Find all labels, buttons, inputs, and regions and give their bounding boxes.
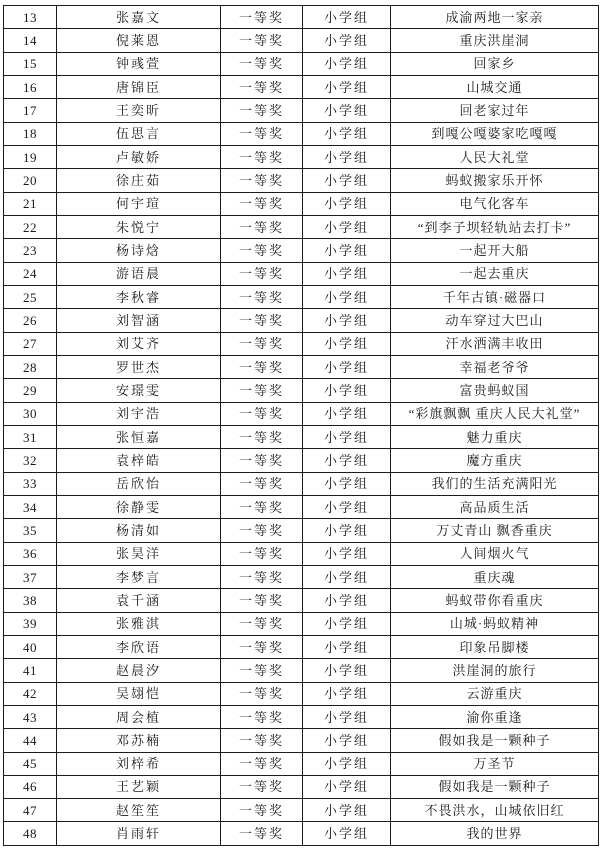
award-cell: 一等奖: [221, 99, 303, 122]
table-row: [4, 379, 599, 402]
name-cell: 钟彧萱: [57, 52, 221, 75]
group-cell: 小学组: [303, 542, 391, 565]
table-row: [4, 682, 599, 705]
award-cell: 一等奖: [221, 215, 303, 238]
name-cell: 张恒嘉: [57, 425, 221, 448]
name-cell: 刘艾齐: [57, 332, 221, 355]
title-cell: 人民大礼堂: [391, 145, 599, 168]
group-cell: 小学组: [303, 752, 391, 775]
award-cell: 一等奖: [221, 239, 303, 262]
row-number-cell: 16: [4, 75, 57, 98]
group-cell: 小学组: [303, 635, 391, 658]
name-cell: 徐静雯: [57, 495, 221, 518]
name-cell: 张嘉文: [57, 6, 221, 29]
name-cell: 赵晨汐: [57, 659, 221, 682]
award-cell: 一等奖: [221, 29, 303, 52]
row-number-cell: 44: [4, 729, 57, 752]
group-cell: 小学组: [303, 285, 391, 308]
row-number-cell: 31: [4, 425, 57, 448]
row-number-cell: 23: [4, 239, 57, 262]
title-cell: 一起去重庆: [391, 262, 599, 285]
name-cell: 袁千涵: [57, 589, 221, 612]
group-cell: 小学组: [303, 472, 391, 495]
name-cell: 刘智涵: [57, 309, 221, 332]
title-cell: 渝你重逢: [391, 705, 599, 728]
row-number-cell: 47: [4, 799, 57, 822]
row-number-cell: 17: [4, 99, 57, 122]
group-cell: 小学组: [303, 6, 391, 29]
name-cell: 赵笙笙: [57, 799, 221, 822]
group-cell: 小学组: [303, 215, 391, 238]
title-cell: 人间烟火气: [391, 542, 599, 565]
name-cell: 罗世杰: [57, 355, 221, 378]
award-winners-table: [3, 5, 599, 846]
award-cell: 一等奖: [221, 705, 303, 728]
row-number-cell: 26: [4, 309, 57, 332]
award-cell: 一等奖: [221, 682, 303, 705]
table-row: [4, 472, 599, 495]
row-number-cell: 35: [4, 519, 57, 542]
table-row: [4, 145, 599, 168]
table-row: [4, 612, 599, 635]
group-cell: 小学组: [303, 705, 391, 728]
award-cell: 一等奖: [221, 169, 303, 192]
table-row: [4, 589, 599, 612]
title-cell: 假如我是一颗种子: [391, 729, 599, 752]
table-row: [4, 519, 599, 542]
award-cell: 一等奖: [221, 285, 303, 308]
table-row: [4, 99, 599, 122]
table-row: [4, 239, 599, 262]
title-cell: 千年古镇·磁器口: [391, 285, 599, 308]
table-row: [4, 495, 599, 518]
award-cell: 一等奖: [221, 659, 303, 682]
row-number-cell: 39: [4, 612, 57, 635]
row-number-cell: 20: [4, 169, 57, 192]
group-cell: 小学组: [303, 379, 391, 402]
name-cell: 杨诗焓: [57, 239, 221, 262]
title-cell: 不畏洪水，山城依旧红: [391, 799, 599, 822]
group-cell: 小学组: [303, 799, 391, 822]
row-number-cell: 37: [4, 565, 57, 588]
row-number-cell: 32: [4, 449, 57, 472]
name-cell: 李梦言: [57, 565, 221, 588]
award-cell: 一等奖: [221, 122, 303, 145]
title-cell: 富贵蚂蚁国: [391, 379, 599, 402]
award-cell: 一等奖: [221, 52, 303, 75]
group-cell: 小学组: [303, 145, 391, 168]
table-row: [4, 729, 599, 752]
row-number-cell: 15: [4, 52, 57, 75]
award-cell: 一等奖: [221, 542, 303, 565]
row-number-cell: 21: [4, 192, 57, 215]
table-row: [4, 285, 599, 308]
title-cell: 到嘎公嘎婆家吃嘎嘎: [391, 122, 599, 145]
group-cell: 小学组: [303, 425, 391, 448]
group-cell: 小学组: [303, 612, 391, 635]
title-cell: 魔方重庆: [391, 449, 599, 472]
name-cell: 邓苏楠: [57, 729, 221, 752]
group-cell: 小学组: [303, 775, 391, 798]
title-cell: 云游重庆: [391, 682, 599, 705]
row-number-cell: 43: [4, 705, 57, 728]
group-cell: 小学组: [303, 29, 391, 52]
title-cell: “彩旗飘飘 重庆人民大礼堂”: [391, 402, 599, 425]
title-cell: 万丈青山 飘香重庆: [391, 519, 599, 542]
title-cell: 山城交通: [391, 75, 599, 98]
table-row: [4, 402, 599, 425]
group-cell: 小学组: [303, 682, 391, 705]
row-number-cell: 28: [4, 355, 57, 378]
row-number-cell: 48: [4, 822, 57, 846]
table-row: [4, 29, 599, 52]
name-cell: 杨清如: [57, 519, 221, 542]
name-cell: 安璟雯: [57, 379, 221, 402]
name-cell: 卢敏娇: [57, 145, 221, 168]
name-cell: 伍思言: [57, 122, 221, 145]
name-cell: 唐锦臣: [57, 75, 221, 98]
title-cell: 假如我是一颗种子: [391, 775, 599, 798]
group-cell: 小学组: [303, 495, 391, 518]
award-cell: 一等奖: [221, 799, 303, 822]
row-number-cell: 42: [4, 682, 57, 705]
title-cell: 一起开大船: [391, 239, 599, 262]
table-row: [4, 822, 599, 846]
group-cell: 小学组: [303, 75, 391, 98]
award-cell: 一等奖: [221, 75, 303, 98]
name-cell: 倪莱恩: [57, 29, 221, 52]
title-cell: 我们的生活充满阳光: [391, 472, 599, 495]
award-cell: 一等奖: [221, 309, 303, 332]
row-number-cell: 22: [4, 215, 57, 238]
table-row: [4, 752, 599, 775]
table-row: [4, 659, 599, 682]
group-cell: 小学组: [303, 52, 391, 75]
award-cell: 一等奖: [221, 332, 303, 355]
name-cell: 张昊洋: [57, 542, 221, 565]
table-row: [4, 192, 599, 215]
group-cell: 小学组: [303, 169, 391, 192]
row-number-cell: 30: [4, 402, 57, 425]
row-number-cell: 38: [4, 589, 57, 612]
group-cell: 小学组: [303, 659, 391, 682]
row-number-cell: 34: [4, 495, 57, 518]
group-cell: 小学组: [303, 449, 391, 472]
table-row: [4, 449, 599, 472]
group-cell: 小学组: [303, 99, 391, 122]
name-cell: 肖雨轩: [57, 822, 221, 846]
table-row: [4, 635, 599, 658]
award-cell: 一等奖: [221, 449, 303, 472]
table-row: [4, 775, 599, 798]
group-cell: 小学组: [303, 729, 391, 752]
table-row: [4, 705, 599, 728]
name-cell: 张雅淇: [57, 612, 221, 635]
group-cell: 小学组: [303, 122, 391, 145]
group-cell: 小学组: [303, 519, 391, 542]
table-row: [4, 425, 599, 448]
award-cell: 一等奖: [221, 519, 303, 542]
row-number-cell: 14: [4, 29, 57, 52]
award-cell: 一等奖: [221, 565, 303, 588]
name-cell: 刘梓希: [57, 752, 221, 775]
row-number-cell: 46: [4, 775, 57, 798]
award-cell: 一等奖: [221, 612, 303, 635]
row-number-cell: 25: [4, 285, 57, 308]
name-cell: 朱悦宁: [57, 215, 221, 238]
group-cell: 小学组: [303, 239, 391, 262]
award-cell: 一等奖: [221, 635, 303, 658]
group-cell: 小学组: [303, 565, 391, 588]
award-cell: 一等奖: [221, 379, 303, 402]
name-cell: 吴翃恺: [57, 682, 221, 705]
row-number-cell: 13: [4, 6, 57, 29]
award-cell: 一等奖: [221, 729, 303, 752]
award-cell: 一等奖: [221, 425, 303, 448]
row-number-cell: 24: [4, 262, 57, 285]
table-row: [4, 309, 599, 332]
row-number-cell: 41: [4, 659, 57, 682]
title-cell: 回老家过年: [391, 99, 599, 122]
group-cell: 小学组: [303, 262, 391, 285]
name-cell: 何宇瑄: [57, 192, 221, 215]
group-cell: 小学组: [303, 402, 391, 425]
name-cell: 刘宇浩: [57, 402, 221, 425]
table-row: [4, 799, 599, 822]
award-cell: 一等奖: [221, 472, 303, 495]
row-number-cell: 18: [4, 122, 57, 145]
row-number-cell: 40: [4, 635, 57, 658]
name-cell: 李欣语: [57, 635, 221, 658]
title-cell: 万圣节: [391, 752, 599, 775]
table-row: [4, 52, 599, 75]
row-number-cell: 27: [4, 332, 57, 355]
name-cell: 岳欣怡: [57, 472, 221, 495]
row-number-cell: 45: [4, 752, 57, 775]
award-cell: 一等奖: [221, 495, 303, 518]
table-row: [4, 565, 599, 588]
group-cell: 小学组: [303, 589, 391, 612]
title-cell: 电气化客车: [391, 192, 599, 215]
award-cell: 一等奖: [221, 6, 303, 29]
table-row: [4, 262, 599, 285]
title-cell: “到李子坝轻轨站去打卡”: [391, 215, 599, 238]
title-cell: 蚂蚁搬家乐开怀: [391, 169, 599, 192]
group-cell: 小学组: [303, 822, 391, 846]
title-cell: 我的世界: [391, 822, 599, 846]
table-row: [4, 6, 599, 29]
award-cell: 一等奖: [221, 752, 303, 775]
row-number-cell: 29: [4, 379, 57, 402]
table-row: [4, 75, 599, 98]
title-cell: 高品质生活: [391, 495, 599, 518]
title-cell: 幸福老爷爷: [391, 355, 599, 378]
row-number-cell: 33: [4, 472, 57, 495]
row-number-cell: 36: [4, 542, 57, 565]
title-cell: 洪崖洞的旅行: [391, 659, 599, 682]
title-cell: 动车穿过大巴山: [391, 309, 599, 332]
table-row: [4, 355, 599, 378]
table-row: [4, 332, 599, 355]
title-cell: 重庆魂: [391, 565, 599, 588]
name-cell: 王奕昕: [57, 99, 221, 122]
title-cell: 回家乡: [391, 52, 599, 75]
award-cell: 一等奖: [221, 589, 303, 612]
table-row: [4, 542, 599, 565]
title-cell: 蚂蚁带你看重庆: [391, 589, 599, 612]
name-cell: 袁梓皓: [57, 449, 221, 472]
award-cell: 一等奖: [221, 775, 303, 798]
title-cell: 山城·蚂蚁精神: [391, 612, 599, 635]
name-cell: 李秋睿: [57, 285, 221, 308]
name-cell: 周会植: [57, 705, 221, 728]
group-cell: 小学组: [303, 192, 391, 215]
title-cell: 重庆洪崖洞: [391, 29, 599, 52]
award-cell: 一等奖: [221, 402, 303, 425]
award-cell: 一等奖: [221, 822, 303, 846]
name-cell: 游语晨: [57, 262, 221, 285]
award-table-body: [4, 6, 599, 846]
table-row: [4, 215, 599, 238]
award-cell: 一等奖: [221, 262, 303, 285]
title-cell: 成渝两地一家亲: [391, 6, 599, 29]
award-cell: 一等奖: [221, 355, 303, 378]
name-cell: 徐庄茹: [57, 169, 221, 192]
table-row: [4, 122, 599, 145]
group-cell: 小学组: [303, 332, 391, 355]
table-row: [4, 169, 599, 192]
row-number-cell: 19: [4, 145, 57, 168]
title-cell: 汗水洒满丰收田: [391, 332, 599, 355]
group-cell: 小学组: [303, 355, 391, 378]
award-cell: 一等奖: [221, 145, 303, 168]
group-cell: 小学组: [303, 309, 391, 332]
title-cell: 印象吊脚楼: [391, 635, 599, 658]
award-cell: 一等奖: [221, 192, 303, 215]
name-cell: 王艺颖: [57, 775, 221, 798]
title-cell: 魅力重庆: [391, 425, 599, 448]
